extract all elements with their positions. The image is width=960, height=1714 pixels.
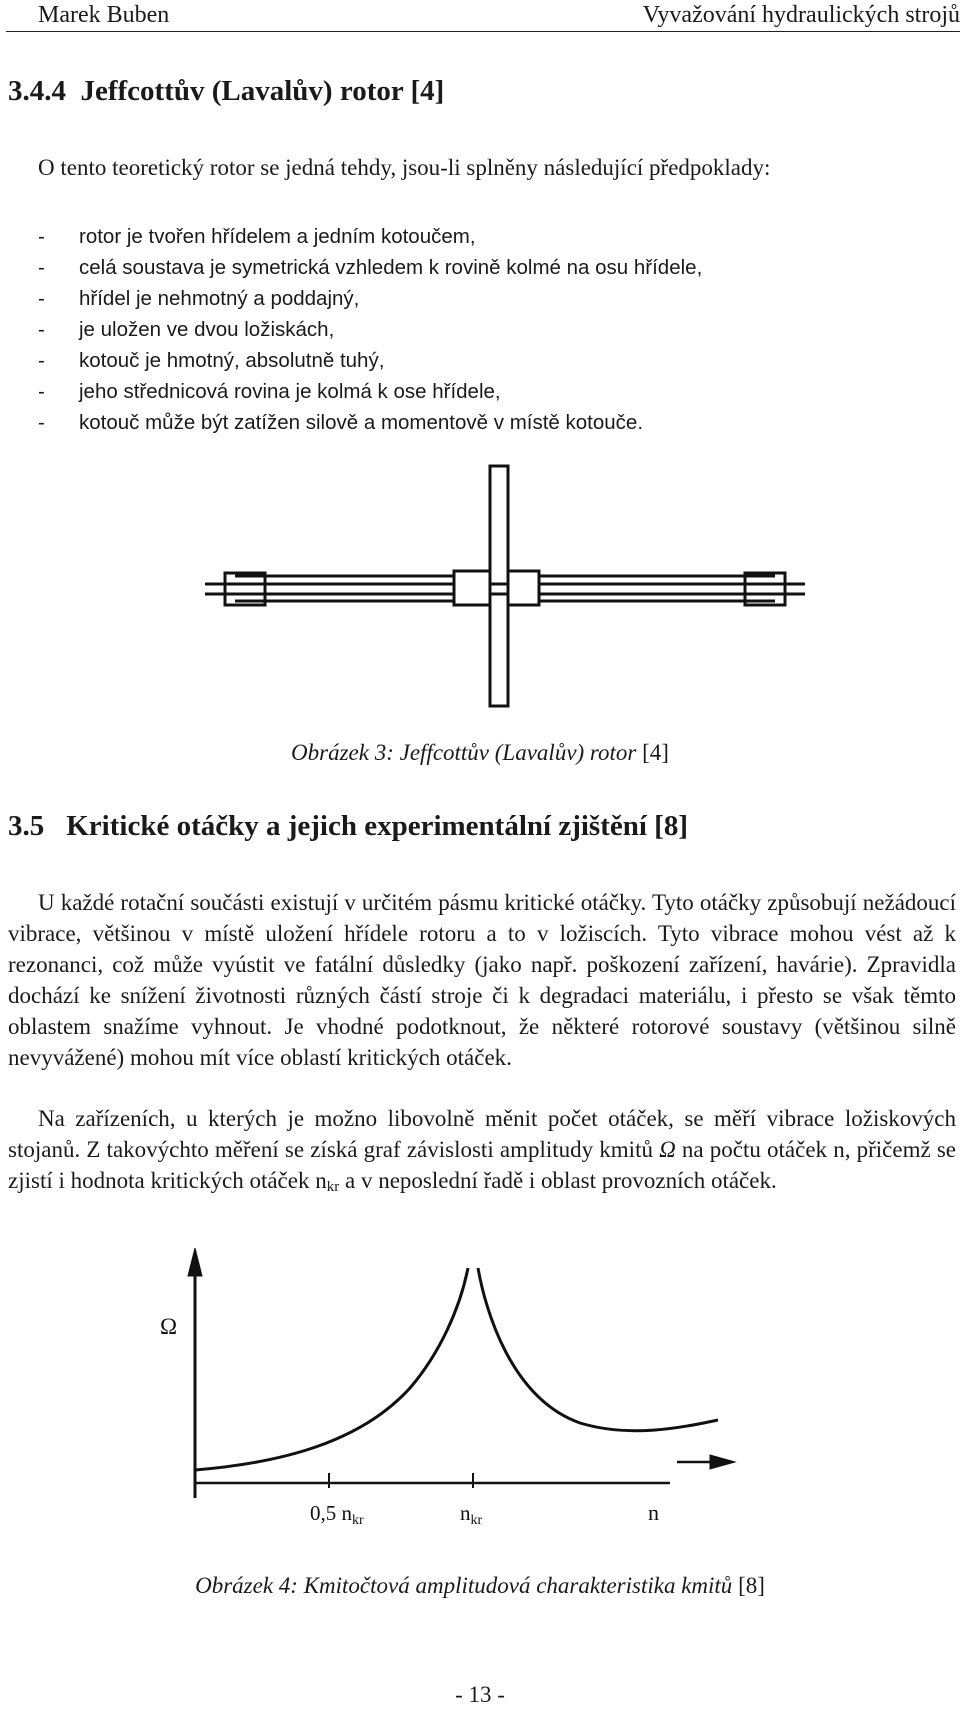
caption-text: Jeffcottův (Lavalův) rotor	[399, 740, 637, 765]
tick-label-half-critical	[310, 1501, 364, 1528]
intro-text: O tento teoretický rotor se jedná tehdy, jsou-li splněny následující předpoklady:	[38, 155, 771, 180]
list-item	[38, 407, 702, 438]
list-dash: -	[38, 411, 45, 434]
list-item-text: hřídel je nehmotný a poddajný,	[79, 287, 360, 310]
list-item-text: jeho střednicová rovina je kolmá k ose hřídele,	[79, 380, 501, 403]
list-item	[38, 314, 702, 345]
jeffcott-rotor-diagram	[205, 456, 805, 716]
section-heading-3-5	[8, 810, 688, 843]
list-dash: -	[38, 287, 45, 310]
caption-ref: [4]	[642, 740, 669, 765]
paragraph-critical-speeds: U každé rotační součásti existují v určitém pásmu kritické otáčky. Tyto otáčky způsobují nežádoucí vibrace, většinou v místě uložení hřídele rotoru a to v ložiscích. Tyto vibrace mohou vést až k rezonanci, což může vyústit ve fatální důsledky (jako např. poškození zařízení, havárie). Zpravidla dochází ke snížení životnosti různých částí stroje či k degradaci materiálu, i přesto se však těmto oblastem snažíme vyhnout. Je vhodné podotknout, že některé rotorové soustavy (většinou silně nevyvážené) mohou mít více oblastí kritických otáček.	[8, 890, 956, 1070]
x-axis-arrow	[710, 1455, 735, 1469]
list-dash: -	[38, 256, 45, 279]
omega-symbol: Ω	[659, 1137, 676, 1162]
paragraph-measurement	[8, 1103, 956, 1196]
y-axis-label: Ω	[160, 1314, 178, 1339]
subscript-kr: kr	[326, 1179, 340, 1195]
section-number: 3.4.4	[8, 75, 66, 107]
section-number: 3.5	[8, 810, 45, 842]
caption-label: Obrázek 3:	[291, 740, 394, 765]
list-item-text: kotouč může být zatížen silově a momentově v místě kotouče.	[79, 411, 644, 434]
caption-text: Kmitočtová amplitudová charakteristika kmitů	[303, 1573, 733, 1598]
list-item	[38, 345, 702, 376]
list-dash: -	[38, 318, 45, 341]
section-heading-3-4-4	[8, 75, 444, 108]
assumption-list	[38, 221, 702, 438]
list-item	[38, 283, 702, 314]
amplitude-frequency-chart	[160, 1248, 780, 1578]
list-item	[38, 376, 702, 407]
amplitude-curve-falling	[478, 1268, 718, 1431]
list-item-text: celá soustava je symetrická vzhledem k rovině kolmé na osu hřídele,	[79, 256, 703, 279]
list-item	[38, 252, 702, 283]
tick-label-critical	[460, 1501, 483, 1528]
x-axis-label: n	[648, 1500, 659, 1525]
list-dash: -	[38, 380, 45, 403]
tick-label-text: n	[460, 1501, 471, 1525]
list-item-text: kotouč je hmotný, absolutně tuhý,	[79, 349, 385, 372]
section-title: Kritické otáčky a jejich experimentální zjištění [8]	[66, 810, 688, 842]
caption-label: Obrázek 4:	[195, 1573, 298, 1598]
figure-4-caption	[0, 1573, 960, 1599]
y-axis-arrow	[188, 1248, 202, 1276]
list-dash: -	[38, 225, 45, 248]
list-dash: -	[38, 349, 45, 372]
list-item-text: je uložen ve dvou ložiskách,	[79, 318, 335, 341]
tick-label-sub: kr	[352, 1513, 364, 1528]
caption-ref: [8]	[738, 1573, 765, 1598]
list-item	[38, 221, 702, 252]
paragraph-text: a v neposlední řadě i oblast provozních otáček.	[339, 1168, 777, 1193]
list-item-text: rotor je tvořen hřídelem a jedním kotoučem,	[79, 225, 476, 248]
disc	[490, 466, 508, 706]
paragraph-text: na počtu otáček n, přičemž se zjistí i hodnota kritických otáček n	[8, 1137, 956, 1193]
header-author: Marek Buben	[38, 2, 170, 28]
header-rule	[6, 31, 960, 32]
tick-label-text: 0,5 n	[310, 1501, 352, 1525]
tick-label-sub: kr	[470, 1513, 483, 1528]
section-title: Jeffcottův (Lavalův) rotor [4]	[80, 75, 445, 107]
page-number: - 13 -	[455, 1682, 505, 1707]
paragraph-text: Na zařízeních, u kterých je možno libovolně měnit počet otáček, se měří vibrace ložiskových stojanů. Z takovýchto měření se získá graf závislosti amplitudy kmitů	[8, 1106, 956, 1162]
header-title: Vyvažování hydraulických strojů	[642, 2, 960, 28]
amplitude-curve-rising	[195, 1268, 468, 1470]
figure-3-caption	[0, 740, 960, 766]
